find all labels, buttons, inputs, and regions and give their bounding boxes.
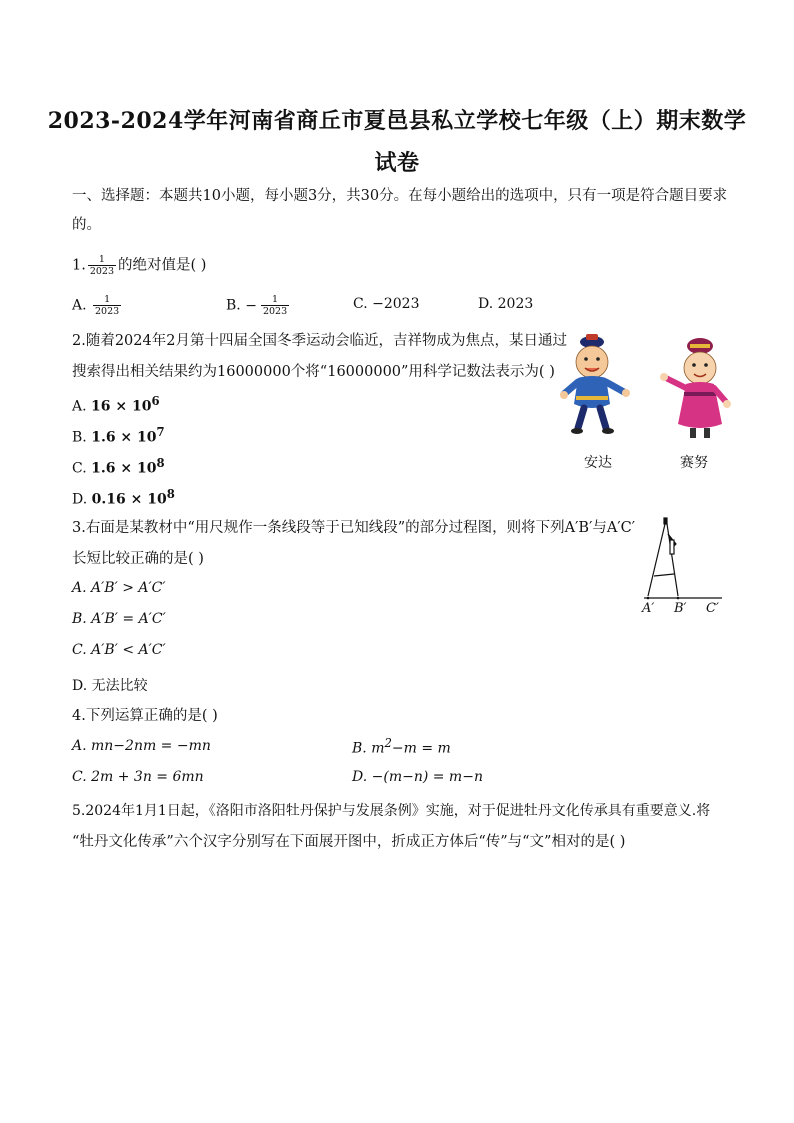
- point-b-label: B′: [674, 601, 687, 616]
- mascot-girl-icon: [660, 338, 731, 438]
- mascot-caption-left: 安达: [584, 455, 612, 471]
- question-number: 1.: [72, 257, 86, 274]
- q4-option-d: D. −(m−n) = m−n: [352, 769, 483, 785]
- question-3-stem: 3.右面是某教材中“用尺规作一条线段等于已知线段”的部分过程图，则将下列A′B′与A′C′: [72, 520, 636, 536]
- question-5-stem-continued: “牡丹文化传承”六个汉字分别写在下面展开图中，折成正方体后“传”与“文”相对的是( ): [72, 834, 626, 850]
- q2-option-c: C. $1.6 \times 10^8$: [72, 456, 165, 477]
- point-c-label: C′: [706, 601, 719, 616]
- page-title-continued: 试卷: [374, 150, 420, 176]
- mascot-illustration: [556, 332, 736, 450]
- section-heading-continued: 的。: [72, 217, 101, 233]
- q1-option-d: D. 2023: [478, 296, 534, 312]
- mascot-caption-right: 赛努: [680, 455, 708, 471]
- question-2-stem-continued: 搜索得出相关结果约为16000000个将“16000000”用科学记数法表示为( ): [72, 364, 555, 380]
- fraction: $\frac{1}{2023}$: [89, 254, 115, 277]
- q2-option-d: D. $0.16 \times 10^8$: [72, 487, 175, 508]
- page-title: 2023-2024学年河南省商丘市夏邑县私立学校七年级（上）期末数学: [47, 108, 747, 134]
- q2-option-a: A. $16 \times 10^6$: [72, 394, 160, 415]
- q2-option-b: B. $1.6 \times 10^7$: [72, 425, 165, 446]
- q3-option-b: B. A′B′ = A′C′: [72, 611, 166, 627]
- q4-option-c: C. 2m + 3n = 6mn: [72, 769, 204, 785]
- question-5-stem: 5.2024年1月1日起，《洛阳市洛阳牡丹保护与发展条例》实施，对于促进牡丹文化传承具有重要意义.将: [72, 803, 711, 819]
- q3-option-d: D. 无法比较: [72, 678, 148, 694]
- q3-option-a: A. A′B′ > A′C′: [72, 580, 166, 596]
- compass-figure: [640, 516, 724, 606]
- q1-option-a: A. $\frac{1}{2023}$: [72, 294, 120, 317]
- question-4-stem: 4.下列运算正确的是( ): [72, 708, 218, 724]
- section-heading: 一、选择题：本题共10小题，每小题3分，共30分。在每小题给出的选项中，只有一项是符合题目要求: [72, 188, 728, 204]
- q1-option-b: B. − $\frac{1}{2023}$: [226, 294, 288, 317]
- q4-option-a: A. mn−2nm = −mn: [72, 738, 211, 754]
- compass-icon: [648, 518, 678, 596]
- question-2-stem: 2.随着2024年2月第十四届全国冬季运动会临近，吉祥物成为焦点，某日通过: [72, 333, 567, 349]
- q3-option-c: C. A′B′ < A′C′: [72, 642, 166, 658]
- point-a-label: A′: [642, 601, 655, 616]
- mascot-boy-icon: [560, 334, 630, 434]
- q4-option-b: B. $m^2-m = m$: [352, 736, 451, 757]
- question-1-stem: 1. $\frac{1}{2023}$ 的绝对值是( ): [72, 254, 207, 277]
- q1-option-c: C. −2023: [353, 296, 420, 312]
- question-3-stem-continued: 长短比较正确的是( ): [72, 551, 204, 567]
